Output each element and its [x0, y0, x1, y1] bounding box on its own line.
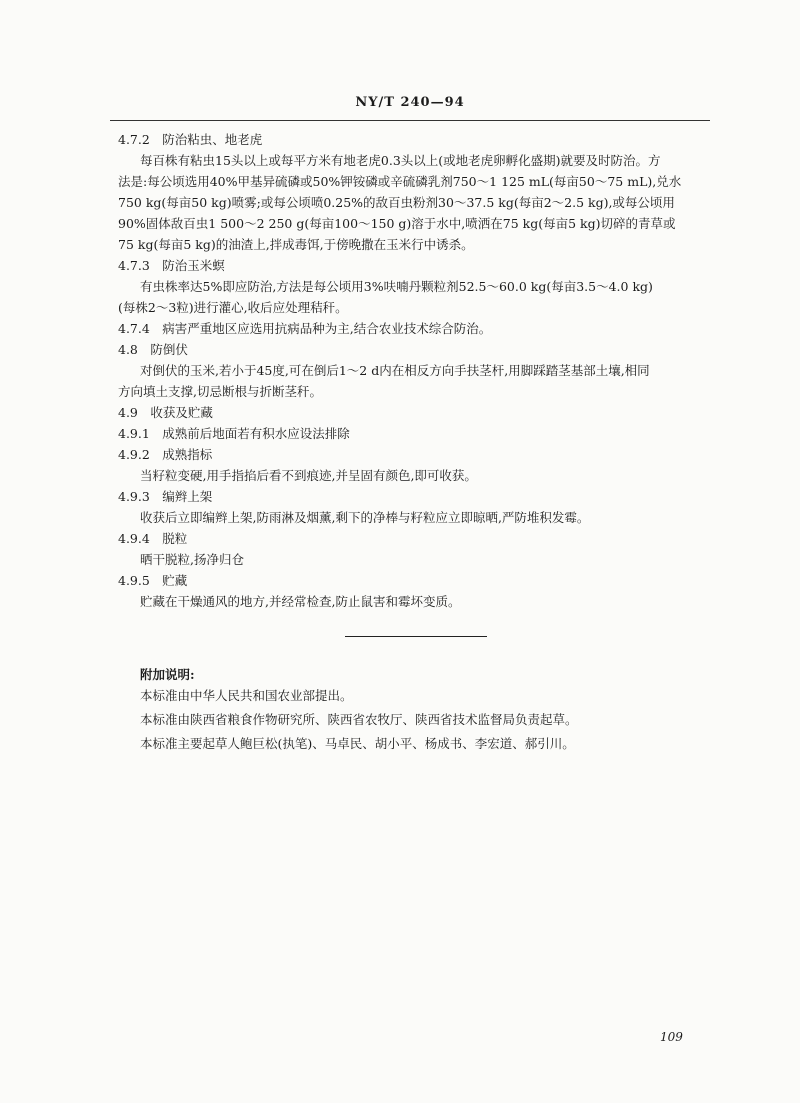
paragraph-line: 750 kg(每亩50 kg)喷雾;或每公顷喷0.25%的敌百虫粉剂30～37.5 kg(每亩2～2.5 kg),或每公顷用: [118, 195, 675, 210]
section-heading: 4.9.3 编辫上架: [118, 489, 213, 504]
paragraph-line: 对倒伏的玉米,若小于45度,可在倒后1～2 d内在相反方向手扶茎杆,用脚踩踏茎基部土壤,相同: [140, 363, 650, 378]
paragraph-line: 收获后立即编辫上架,防雨淋及烟薰,剩下的净棒与籽粒应立即晾晒,严防堆积发霉。: [140, 510, 590, 525]
section-heading: 4.8 防倒伏: [118, 342, 188, 357]
section-heading: 4.9.2 成熟指标: [118, 447, 213, 462]
appendix-line: 本标准由中华人民共和国农业部提出。: [140, 688, 353, 703]
standard-code-header: NY/T 240—94: [355, 95, 465, 110]
appendix-title: 附加说明:: [140, 667, 195, 682]
paragraph-line: 每百株有粘虫15头以上或每平方米有地老虎0.3头以上(或地老虎卵孵化盛期)就要及时防治。方: [140, 153, 661, 168]
appendix-line: 本标准由陕西省粮食作物研究所、陕西省农牧厅、陕西省技术监督局负责起草。: [140, 712, 578, 727]
paragraph-line: 法是:每公顷选用40%甲基异硫磷或50%钾铵磷或辛硫磷乳剂750～1 125 mL(每亩50～75 mL),兑水: [118, 174, 682, 189]
paragraph-line: 方向填土支撑,切忌断根与折断茎秆。: [118, 384, 322, 399]
paragraph-line: 晒干脱粒,扬净归仓: [140, 552, 244, 567]
appendix-line: 本标准主要起草人鲍巨松(执笔)、马卓民、胡小平、杨成书、李宏道、郝引川。: [140, 736, 575, 751]
section-heading: 4.7.3 防治玉米螟: [118, 258, 225, 273]
page-number: 109: [660, 1030, 683, 1044]
header-rule: [110, 120, 710, 121]
section-heading: 4.9.1 成熟前后地面若有积水应设法排除: [118, 426, 350, 441]
paragraph-line: 当籽粒变硬,用手指掐后看不到痕迹,并呈固有颜色,即可收获。: [140, 468, 477, 483]
paragraph-line: 有虫株率达5%即应防治,方法是每公顷用3%呋喃丹颗粒剂52.5～60.0 kg(每亩3.5～4.0 kg): [140, 279, 653, 294]
section-heading: 4.9.4 脱粒: [118, 531, 188, 546]
paragraph-line: (每株2～3粒)进行灌心,收后应处理秸秆。: [118, 300, 348, 315]
paragraph-line: 75 kg(每亩5 kg)的油渣上,拌成毒饵,于傍晚撒在玉米行中诱杀。: [118, 237, 474, 252]
paragraph-line: 贮藏在干燥通风的地方,并经常检查,防止鼠害和霉坏变质。: [140, 594, 461, 609]
end-of-text-rule: [345, 636, 487, 637]
section-heading: 4.7.4 病害严重地区应选用抗病品种为主,结合农业技术综合防治。: [118, 321, 492, 336]
section-heading: 4.7.2 防治粘虫、地老虎: [118, 132, 263, 147]
paragraph-line: 90%固体敌百虫1 500～2 250 g(每亩100～150 g)溶于水中,喷洒在75 kg(每亩5 kg)切碎的青草或: [118, 216, 676, 231]
section-heading: 4.9 收获及贮藏: [118, 405, 213, 420]
section-heading: 4.9.5 贮藏: [118, 573, 188, 588]
